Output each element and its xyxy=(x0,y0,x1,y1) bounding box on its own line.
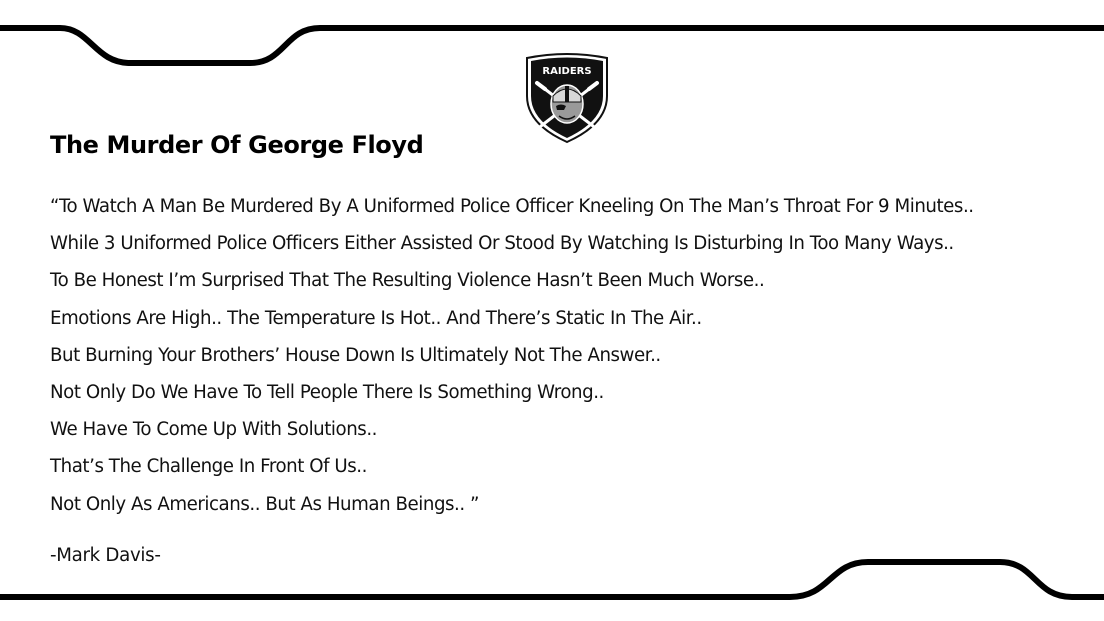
bottom-frame-line xyxy=(0,562,1104,597)
quote-line: Not Only Do We Have To Tell People There Is Something Wrong.. xyxy=(50,381,604,403)
quote-line: But Burning Your Brothers’ House Down Is Ultimately Not The Answer.. xyxy=(50,344,661,366)
quote-line: While 3 Uniformed Police Officers Either Assisted Or Stood By Watching Is Disturbing In Too Many Ways.. xyxy=(50,233,954,255)
quote-line: We Have To Come Up With Solutions.. xyxy=(50,419,377,441)
quote-line: Emotions Are High.. The Temperature Is Hot.. And There’s Static In The Air.. xyxy=(50,307,702,329)
quote-block xyxy=(50,190,1100,525)
logo-text: RAIDERS xyxy=(542,66,592,77)
raiders-shield-icon xyxy=(523,52,611,144)
quote-line: “To Watch A Man Be Murdered By A Uniformed Police Officer Kneeling On The Man’s Throat For 9 Minutes.. xyxy=(50,196,974,217)
quote-line: Not Only As Americans.. But As Human Beings.. ” xyxy=(50,493,480,515)
quote-line: To Be Honest I’m Surprised That The Resulting Violence Hasn’t Been Much Worse.. xyxy=(50,270,765,292)
page-title: The Murder Of George Floyd xyxy=(50,131,424,159)
quote-line: That’s The Challenge In Front Of Us.. xyxy=(50,456,367,478)
attribution: -Mark Davis- xyxy=(50,545,161,566)
